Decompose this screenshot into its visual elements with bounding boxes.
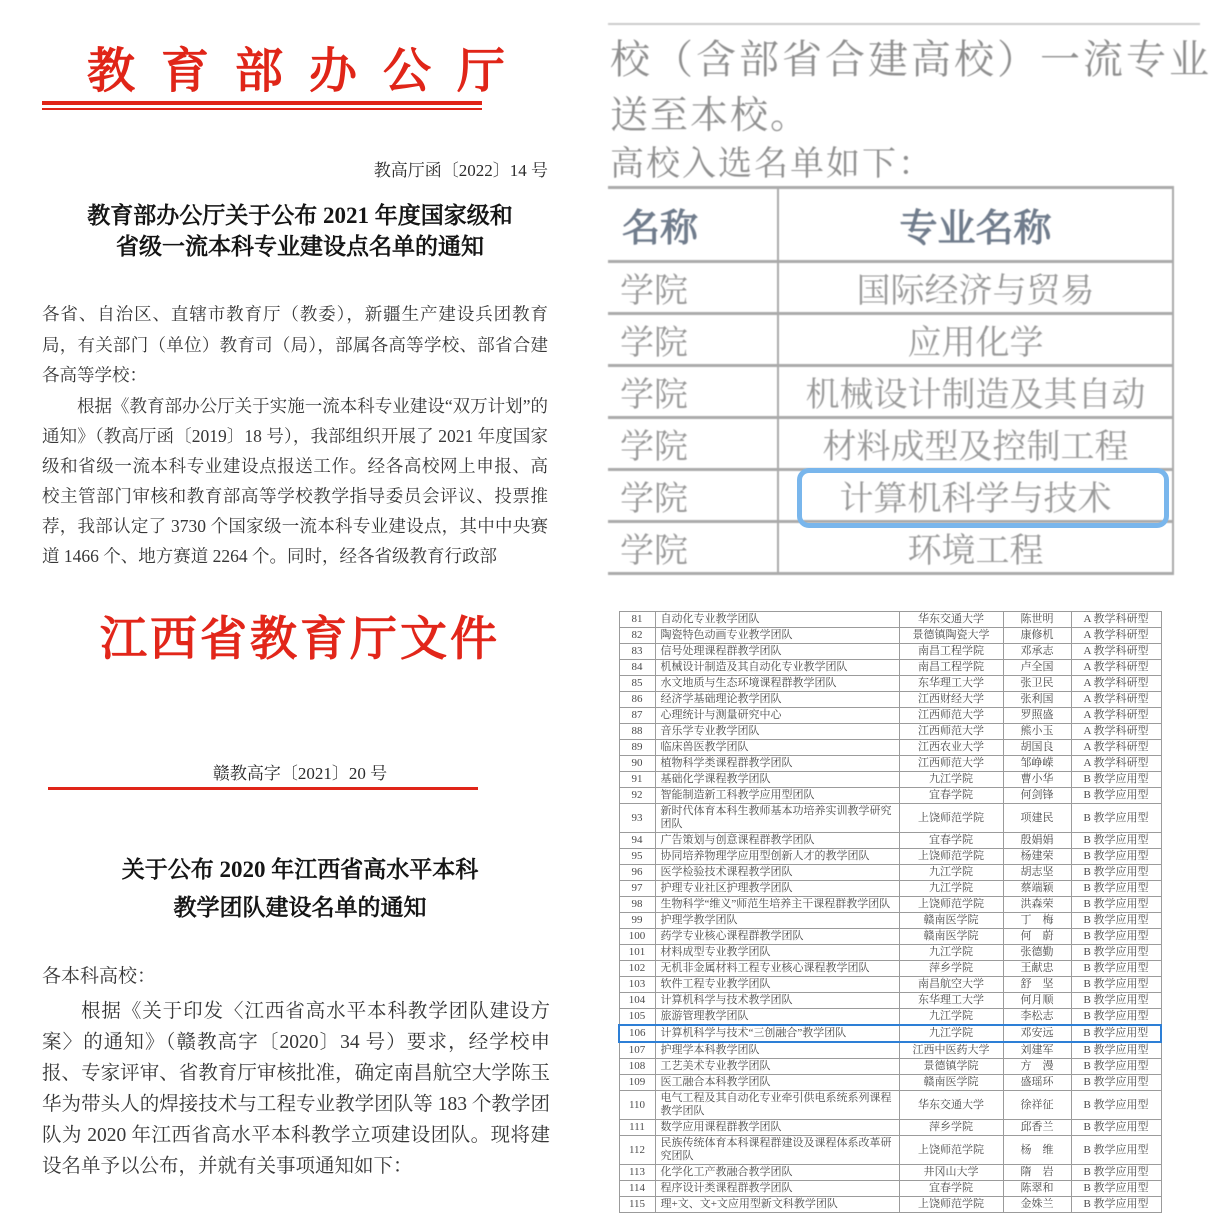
team-type-cell: B 教学应用型 (1071, 945, 1161, 961)
team-no-cell: 94 (619, 833, 655, 849)
team-leader-cell: 何剑锋 (1003, 788, 1071, 804)
moe-notice-title (0, 200, 600, 262)
team-type-cell: B 教学应用型 (1071, 929, 1161, 945)
red-single-divider (48, 787, 478, 790)
team-row (619, 772, 1161, 788)
team-type-cell: B 教学应用型 (1071, 1042, 1161, 1059)
jiangxi-paragraph: 根据《关于印发〈江西省高水平本科教学团队建设方案〉的通知》（赣教高字〔2020〕34 号）要求，经学校申报、专家评审、省教育厅审核批准，确定南昌航空大学陈玉华为带头人的焊接技术与工程专业教学团队等 183 个教学团队为 2020 年江西省高水平本科教学立项建设团队。现将建设名单予以公布，并就有关事项通知如下： (42, 1001, 550, 1177)
team-leader-cell: 金姝兰 (1003, 1197, 1071, 1213)
scan-text-line-1: 校（含部省合建高校）一流专业 (610, 37, 1212, 82)
team-school-cell: 南昌工程学院 (899, 660, 1003, 676)
team-leader-cell: 曹小华 (1003, 772, 1071, 788)
team-type-cell: B 教学应用型 (1071, 1091, 1161, 1120)
team-leader-cell: 卢全国 (1003, 660, 1071, 676)
team-name-cell: 化学化工产教融合教学团队 (655, 1165, 899, 1181)
team-no-cell: 114 (619, 1181, 655, 1197)
team-type-cell: B 教学应用型 (1071, 849, 1161, 865)
team-school-cell: 九江学院 (899, 1025, 1003, 1042)
team-no-cell: 106 (619, 1025, 655, 1042)
team-row (619, 1075, 1161, 1091)
team-row (619, 833, 1161, 849)
team-name-cell: 计算机科学与技术教学团队 (655, 993, 899, 1009)
team-row (619, 1165, 1161, 1181)
major-name-cell: 环境工程 (778, 522, 1173, 574)
team-row (619, 724, 1161, 740)
team-type-cell: B 教学应用型 (1071, 1136, 1161, 1165)
team-type-cell: B 教学应用型 (1071, 961, 1161, 977)
team-row (619, 1059, 1161, 1075)
team-school-cell: 上饶师范学院 (899, 1197, 1003, 1213)
team-leader-cell: 舒 坚 (1003, 977, 1071, 993)
team-row (619, 612, 1161, 628)
team-type-cell: B 教学应用型 (1071, 1197, 1161, 1213)
team-school-cell: 江西师范大学 (899, 724, 1003, 740)
team-type-cell: B 教学应用型 (1071, 772, 1161, 788)
team-no-cell: 103 (619, 977, 655, 993)
team-leader-cell: 何 蔚 (1003, 929, 1071, 945)
team-row (619, 961, 1161, 977)
team-school-cell: 江西中医药大学 (899, 1042, 1003, 1059)
jiangxi-salutation: 各本科高校： (42, 966, 157, 987)
team-no-cell: 111 (619, 1120, 655, 1136)
team-no-cell: 89 (619, 740, 655, 756)
team-leader-cell: 胡志坚 (1003, 865, 1071, 881)
majors-table-header-row (608, 188, 1173, 262)
team-school-cell: 井冈山大学 (899, 1165, 1003, 1181)
moe-salutation: 各省、自治区、直辖市教育厅（教委），新疆生产建设兵团教育局，有关部门（单位）教育司（局），部属各高等学校、部省合建各高等学校： (42, 304, 548, 385)
team-school-cell: 赣南医学院 (899, 929, 1003, 945)
team-school-cell: 东华理工大学 (899, 993, 1003, 1009)
team-leader-cell: 隋 岩 (1003, 1165, 1071, 1181)
team-no-cell: 105 (619, 1009, 655, 1026)
majors-header-major: 专业名称 (778, 188, 1173, 262)
moe-doc-number: 教高厅函〔2022〕14 号 (373, 161, 548, 180)
team-school-cell: 上饶师范学院 (899, 1136, 1003, 1165)
team-name-cell: 心理统计与测量研究中心 (655, 708, 899, 724)
team-name-cell: 协同培养物理学应用型创新人才的教学团队 (655, 849, 899, 865)
team-type-cell: A 教学科研型 (1071, 612, 1161, 628)
scan-text-line-3: 高校入选名单如下： (610, 146, 934, 183)
team-type-cell: B 教学应用型 (1071, 1120, 1161, 1136)
team-type-cell: B 教学应用型 (1071, 1181, 1161, 1197)
team-name-cell: 自动化专业教学团队 (655, 612, 899, 628)
team-no-cell: 99 (619, 913, 655, 929)
team-leader-cell: 盛瑶环 (1003, 1075, 1071, 1091)
major-college-cell: 学院 (608, 314, 778, 366)
team-school-cell: 萍乡学院 (899, 961, 1003, 977)
team-row (619, 1025, 1161, 1042)
team-name-cell: 音乐学专业教学团队 (655, 724, 899, 740)
team-leader-cell: 邱香兰 (1003, 1120, 1071, 1136)
team-name-cell: 植物科学类课程群教学团队 (655, 756, 899, 772)
team-no-cell: 104 (619, 993, 655, 1009)
team-no-cell: 107 (619, 1042, 655, 1059)
major-row (608, 262, 1173, 314)
team-leader-cell: 邓承志 (1003, 644, 1071, 660)
team-row (619, 788, 1161, 804)
team-type-cell: B 教学应用型 (1071, 804, 1161, 833)
team-name-cell: 理+文、文+文应用型新文科教学团队 (655, 1197, 899, 1213)
team-row (619, 692, 1161, 708)
team-school-cell: 华东交通大学 (899, 1091, 1003, 1120)
team-no-cell: 110 (619, 1091, 655, 1120)
team-row (619, 1009, 1161, 1026)
team-school-cell: 九江学院 (899, 865, 1003, 881)
team-leader-cell: 邓安远 (1003, 1025, 1071, 1042)
team-school-cell: 宜春学院 (899, 1181, 1003, 1197)
team-leader-cell: 杨 维 (1003, 1136, 1071, 1165)
team-leader-cell: 张利国 (1003, 692, 1071, 708)
team-row (619, 676, 1161, 692)
team-school-cell: 九江学院 (899, 881, 1003, 897)
team-no-cell: 100 (619, 929, 655, 945)
team-row (619, 977, 1161, 993)
team-row (619, 628, 1161, 644)
team-school-cell: 江西财经大学 (899, 692, 1003, 708)
team-name-cell: 护理学教学团队 (655, 913, 899, 929)
team-type-cell: B 教学应用型 (1071, 1025, 1161, 1042)
team-name-cell: 临床兽医教学团队 (655, 740, 899, 756)
team-school-cell: 上饶师范学院 (899, 849, 1003, 865)
team-no-cell: 95 (619, 849, 655, 865)
team-leader-cell: 蔡端颖 (1003, 881, 1071, 897)
team-type-cell: A 教学科研型 (1071, 660, 1161, 676)
team-leader-cell: 徐祥征 (1003, 1091, 1071, 1120)
team-school-cell: 九江学院 (899, 772, 1003, 788)
team-name-cell: 工艺美术专业教学团队 (655, 1059, 899, 1075)
major-row (608, 522, 1173, 574)
team-row (619, 945, 1161, 961)
team-name-cell: 智能制造新工科教学应用型团队 (655, 788, 899, 804)
teams-table (618, 611, 1162, 1213)
moe-header-title: 教育部办公厅 (86, 45, 531, 98)
team-no-cell: 87 (619, 708, 655, 724)
team-leader-cell: 方 漫 (1003, 1059, 1071, 1075)
team-name-cell: 数学应用课程群教学团队 (655, 1120, 899, 1136)
team-leader-cell: 张德勤 (1003, 945, 1071, 961)
team-name-cell: 程序设计类课程群教学团队 (655, 1181, 899, 1197)
team-school-cell: 江西师范大学 (899, 708, 1003, 724)
team-leader-cell: 何月顺 (1003, 993, 1071, 1009)
team-name-cell: 水文地质与生态环境课程群教学团队 (655, 676, 899, 692)
team-type-cell: A 教学科研型 (1071, 756, 1161, 772)
team-type-cell: A 教学科研型 (1071, 644, 1161, 660)
team-no-cell: 91 (619, 772, 655, 788)
team-name-cell: 生物科学“维义”师范生培养主干课程群教学团队 (655, 897, 899, 913)
major-name-cell: 机械设计制造及其自动 (778, 366, 1173, 418)
team-leader-cell: 胡国良 (1003, 740, 1071, 756)
major-college-cell: 学院 (608, 366, 778, 418)
jiangxi-notice-title-line2: 教学团队建设名单的通知 (173, 895, 427, 920)
team-no-cell: 82 (619, 628, 655, 644)
team-row (619, 929, 1161, 945)
jiangxi-notice-title (0, 851, 600, 927)
team-school-cell: 华东交通大学 (899, 612, 1003, 628)
team-no-cell: 97 (619, 881, 655, 897)
major-row (608, 366, 1173, 418)
team-name-cell: 药学专业核心课程群教学团队 (655, 929, 899, 945)
team-no-cell: 92 (619, 788, 655, 804)
team-school-cell: 上饶师范学院 (899, 804, 1003, 833)
major-name-cell: 计算机科学与技术 (778, 470, 1173, 522)
team-no-cell: 102 (619, 961, 655, 977)
team-no-cell: 113 (619, 1165, 655, 1181)
team-name-cell: 材料成型专业教学团队 (655, 945, 899, 961)
moe-notice-title-line1: 教育部办公厅关于公布 2021 年度国家级和 (87, 203, 513, 228)
team-row (619, 1136, 1161, 1165)
team-school-cell: 南昌航空大学 (899, 977, 1003, 993)
team-leader-cell: 熊小玉 (1003, 724, 1071, 740)
team-row (619, 993, 1161, 1009)
team-type-cell: A 教学科研型 (1071, 676, 1161, 692)
scan-text-line-2: 送至本校。 (610, 95, 811, 137)
team-leader-cell: 刘建军 (1003, 1042, 1071, 1059)
team-type-cell: B 教学应用型 (1071, 1009, 1161, 1026)
team-row (619, 804, 1161, 833)
team-type-cell: B 教学应用型 (1071, 788, 1161, 804)
team-school-cell: 景德镇学院 (899, 1059, 1003, 1075)
team-school-cell: 江西师范大学 (899, 756, 1003, 772)
team-row (619, 756, 1161, 772)
team-type-cell: B 教学应用型 (1071, 977, 1161, 993)
team-school-cell: 东华理工大学 (899, 676, 1003, 692)
team-no-cell: 112 (619, 1136, 655, 1165)
team-school-cell: 萍乡学院 (899, 1120, 1003, 1136)
majors-header-name: 名称 (608, 188, 778, 262)
team-type-cell: B 教学应用型 (1071, 1059, 1161, 1075)
team-row (619, 740, 1161, 756)
team-type-cell: B 教学应用型 (1071, 1075, 1161, 1091)
team-no-cell: 98 (619, 897, 655, 913)
team-no-cell: 115 (619, 1197, 655, 1213)
team-name-cell: 新时代体育本科生教师基本功培养实训教学研究团队 (655, 804, 899, 833)
team-school-cell: 景德镇陶瓷大学 (899, 628, 1003, 644)
team-name-cell: 医工融合本科教学团队 (655, 1075, 899, 1091)
team-row (619, 865, 1161, 881)
team-row (619, 897, 1161, 913)
major-college-cell: 学院 (608, 418, 778, 470)
team-row (619, 660, 1161, 676)
team-no-cell: 109 (619, 1075, 655, 1091)
team-no-cell: 101 (619, 945, 655, 961)
team-row (619, 849, 1161, 865)
team-name-cell: 电气工程及其自动化专业牵引供电系统系列课程教学团队 (655, 1091, 899, 1120)
major-college-cell: 学院 (608, 262, 778, 314)
team-school-cell: 上饶师范学院 (899, 897, 1003, 913)
moe-notice-title-line2: 省级一流本科专业建设点名单的通知 (116, 234, 484, 259)
team-row (619, 1120, 1161, 1136)
major-name-cell: 材料成型及控制工程 (778, 418, 1173, 470)
team-no-cell: 90 (619, 756, 655, 772)
moe-paragraph: 根据《教育部办公厅关于实施一流本科专业建设“双万计划”的通知》（教高厅函〔2019〕18 号），我部组织开展了 2021 年度国家级和省级一流本科专业建设点报送工作。经各高校网上申报、高校主管部门审核和教育部高等学校教学指导委员会评议、投票推荐，我部认定了 3730 个国家级一流本科专业建设点，其中中央赛道 1466 个、地方赛道 2264 个。同时，经各省级教育行政部 (42, 396, 548, 566)
team-type-cell: B 教学应用型 (1071, 833, 1161, 849)
team-name-cell: 陶瓷特色动画专业教学团队 (655, 628, 899, 644)
major-row (608, 418, 1173, 470)
team-name-cell: 机械设计制造及其自动化专业教学团队 (655, 660, 899, 676)
team-school-cell: 赣南医学院 (899, 1075, 1003, 1091)
team-school-cell: 赣南医学院 (899, 913, 1003, 929)
team-type-cell: B 教学应用型 (1071, 993, 1161, 1009)
team-leader-cell: 杨建荣 (1003, 849, 1071, 865)
jiangxi-notice-title-line1: 关于公布 2020 年江西省高水平本科 (121, 857, 479, 882)
team-type-cell: B 教学应用型 (1071, 1165, 1161, 1181)
jiangxi-banner-title: 江西省教育厅文件 (100, 614, 500, 666)
team-school-cell: 九江学院 (899, 1009, 1003, 1026)
team-no-cell: 108 (619, 1059, 655, 1075)
team-name-cell: 广告策划与创意课程群教学团队 (655, 833, 899, 849)
team-school-cell: 宜春学院 (899, 788, 1003, 804)
major-row (608, 314, 1173, 366)
team-leader-cell: 洪森荣 (1003, 897, 1071, 913)
team-name-cell: 护理学本科教学团队 (655, 1042, 899, 1059)
red-double-divider (42, 101, 482, 110)
team-row (619, 708, 1161, 724)
team-name-cell: 医学检验技术课程教学团队 (655, 865, 899, 881)
team-name-cell: 经济学基础理论教学团队 (655, 692, 899, 708)
team-row (619, 1091, 1161, 1120)
team-leader-cell: 陈世明 (1003, 612, 1071, 628)
team-type-cell: A 教学科研型 (1071, 724, 1161, 740)
team-no-cell: 83 (619, 644, 655, 660)
team-school-cell: 南昌工程学院 (899, 644, 1003, 660)
team-type-cell: A 教学科研型 (1071, 692, 1161, 708)
team-no-cell: 88 (619, 724, 655, 740)
team-row (619, 881, 1161, 897)
team-no-cell: 81 (619, 612, 655, 628)
team-leader-cell: 殷娟娟 (1003, 833, 1071, 849)
team-no-cell: 93 (619, 804, 655, 833)
team-row (619, 1042, 1161, 1059)
team-row (619, 644, 1161, 660)
team-name-cell: 计算机科学与技术“三创融合”教学团队 (655, 1025, 899, 1042)
major-college-cell: 学院 (608, 522, 778, 574)
team-no-cell: 85 (619, 676, 655, 692)
team-leader-cell: 丁 梅 (1003, 913, 1071, 929)
team-name-cell: 信号处理课程群教学团队 (655, 644, 899, 660)
team-name-cell: 软件工程专业教学团队 (655, 977, 899, 993)
team-leader-cell: 张卫民 (1003, 676, 1071, 692)
major-name-cell: 国际经济与贸易 (778, 262, 1173, 314)
major-college-cell: 学院 (608, 470, 778, 522)
team-leader-cell: 罗照盛 (1003, 708, 1071, 724)
team-type-cell: B 教学应用型 (1071, 897, 1161, 913)
major-name-cell: 应用化学 (778, 314, 1173, 366)
team-row (619, 913, 1161, 929)
team-row (619, 1181, 1161, 1197)
team-school-cell: 九江学院 (899, 945, 1003, 961)
team-type-cell: A 教学科研型 (1071, 708, 1161, 724)
team-type-cell: A 教学科研型 (1071, 628, 1161, 644)
team-name-cell: 旅游管理教学团队 (655, 1009, 899, 1026)
team-name-cell: 基础化学课程教学团队 (655, 772, 899, 788)
team-leader-cell: 项建民 (1003, 804, 1071, 833)
team-leader-cell: 邹峥嵘 (1003, 756, 1071, 772)
team-leader-cell: 陈翠和 (1003, 1181, 1071, 1197)
team-school-cell: 江西农业大学 (899, 740, 1003, 756)
team-name-cell: 无机非金属材料工程专业核心课程教学团队 (655, 961, 899, 977)
team-type-cell: B 教学应用型 (1071, 865, 1161, 881)
team-name-cell: 民族传统体育本科课程群建设及课程体系改革研究团队 (655, 1136, 899, 1165)
team-leader-cell: 王献忠 (1003, 961, 1071, 977)
team-row (619, 1197, 1161, 1213)
scan-top-border (608, 23, 1200, 25)
team-type-cell: B 教学应用型 (1071, 881, 1161, 897)
team-name-cell: 护理专业社区护理教学团队 (655, 881, 899, 897)
team-school-cell: 宜春学院 (899, 833, 1003, 849)
team-no-cell: 96 (619, 865, 655, 881)
jiangxi-doc-number: 赣教高字〔2021〕20 号 (212, 764, 388, 783)
major-highlight-box (797, 468, 1169, 528)
team-leader-cell: 李松志 (1003, 1009, 1071, 1026)
team-type-cell: A 教学科研型 (1071, 740, 1161, 756)
team-no-cell: 86 (619, 692, 655, 708)
team-no-cell: 84 (619, 660, 655, 676)
team-leader-cell: 康修机 (1003, 628, 1071, 644)
team-type-cell: B 教学应用型 (1071, 913, 1161, 929)
